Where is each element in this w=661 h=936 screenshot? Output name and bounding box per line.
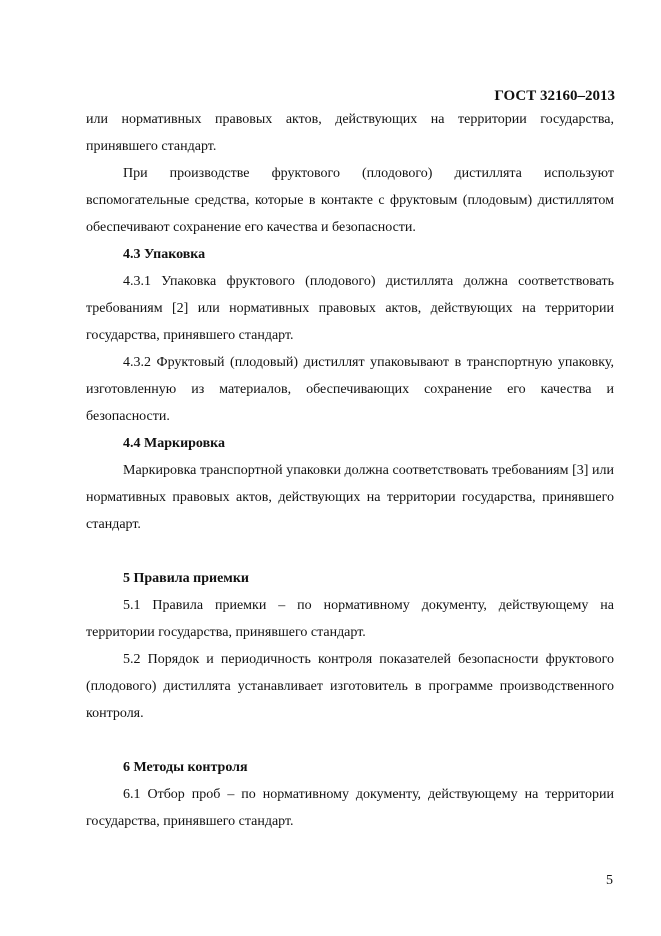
paragraph-5-2: 5.2 Порядок и периодичность контроля показателей безопасности фруктового (плодового) дистиллята устанавливает изготовитель в программе производственного контроля. — [86, 652, 614, 721]
paragraph-6-1: 6.1 Отбор проб – по нормативному документу, действующему на территории государства, принявшего стандарт. — [86, 787, 614, 829]
document-body — [86, 106, 614, 835]
section-heading-acceptance-rules: 5 Правила приемки — [123, 571, 249, 586]
paragraph-5-1: 5.1 Правила приемки – по нормативному документу, действующему на территории государства, принявшего стандарт. — [86, 598, 614, 640]
spacer — [86, 727, 614, 754]
section-heading-packaging: 4.3 Упаковка — [123, 247, 206, 262]
paragraph-4-3-2: 4.3.2 Фруктовый (плодовый) дистиллят упаковывают в транспортную упаковку, изготовленную из материалов, обеспечивающих сохранение его качества и безопасности. — [86, 355, 614, 424]
paragraph-auxiliary-means: При производстве фруктового (плодового) дистиллята используют вспомогательные средства, которые в контакте с фруктовым (плодовым) дистиллятом обеспечивают сохранение его качества и безопасности. — [86, 166, 614, 235]
paragraph-continuation: или нормативных правовых актов, действующих на территории государства, принявшего стандарт. — [86, 112, 614, 154]
spacer — [86, 538, 614, 565]
page-number: 5 — [606, 873, 613, 888]
paragraph-4-3-1: 4.3.1 Упаковка фруктового (плодового) дистиллята должна соответствовать требованиям [2] или нормативных правовых актов, действующих на территории государства, принявшего стандарт. — [86, 274, 614, 343]
section-heading-marking: 4.4 Маркировка — [123, 436, 225, 451]
document-header: ГОСТ 32160–2013 — [494, 88, 615, 104]
section-heading-control-methods: 6 Методы контроля — [123, 760, 248, 775]
paragraph-marking: Маркировка транспортной упаковки должна соответствовать требованиям [3] или нормативных правовых актов, действующих на территории государства, принявшего стандарт. — [86, 463, 614, 532]
